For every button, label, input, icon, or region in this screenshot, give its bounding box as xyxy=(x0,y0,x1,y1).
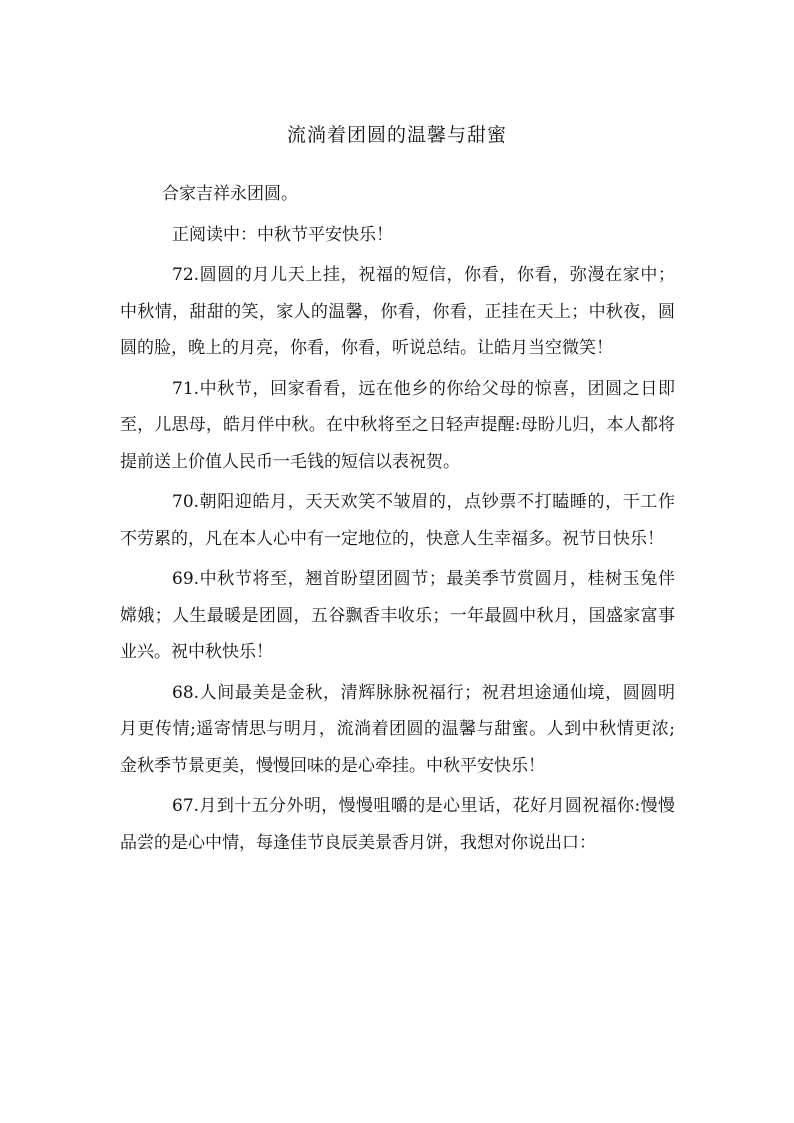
reading-line: 正阅读中：中秋节平安快乐！ xyxy=(172,224,393,245)
paragraph-67: 67.月到十五分外明，慢慢咀嚼的是心里话，花好月圆祝福你:慢慢品尝的是心中情，每逢佳节良辰美景香月饼，我想对你说出口： xyxy=(120,796,675,853)
paragraph-69: 69.中秋节将至，翘首盼望团圆节；最美季节赏圆月，桂树玉兔伴嫦娥；人生最暖是团圆，五谷飘香丰收乐；一年最圆中秋月，国盛家富事业兴。祝中秋快乐！ xyxy=(120,569,675,662)
paragraph-68: 68.人间最美是金秋，清辉脉脉祝福行；祝君坦途通仙境，圆圆明月更传情;遥寄情思与明月，流淌着团圆的温馨与甜蜜。人到中秋情更浓;金秋季节景更美，慢慢回味的是心牵挂。中秋平安快乐！ xyxy=(120,682,675,776)
document-body xyxy=(120,176,675,861)
paragraph-71: 71.中秋节，回家看看，远在他乡的你给父母的惊喜，团圆之日即至，儿思母，皓月伴中秋。在中秋将至之日轻声提醒:母盼儿归，本人都将提前送上价值人民币一毛钱的短信以表祝贺。 xyxy=(120,378,675,472)
paragraph-72: 72.圆圆的月儿天上挂，祝福的短信，你看，你看，弥漫在家中；中秋情，甜甜的笑，家人的温馨，你看，你看，正挂在天上；中秋夜，圆圆的脸，晚上的月亮，你看，你看，听说总结。让皓月当空微笑！ xyxy=(120,265,675,358)
paragraph-70: 70.朝阳迎皓月，天天欢笑不皱眉的，点钞票不打瞌睡的，干工作不劳累的，凡在本人心中有一定地位的，快意人生幸福多。祝节日快乐！ xyxy=(120,492,675,549)
lead-line: 合家吉祥永团圆。 xyxy=(162,184,298,204)
document-title: 流淌着团圆的温馨与甜蜜 xyxy=(286,124,507,146)
